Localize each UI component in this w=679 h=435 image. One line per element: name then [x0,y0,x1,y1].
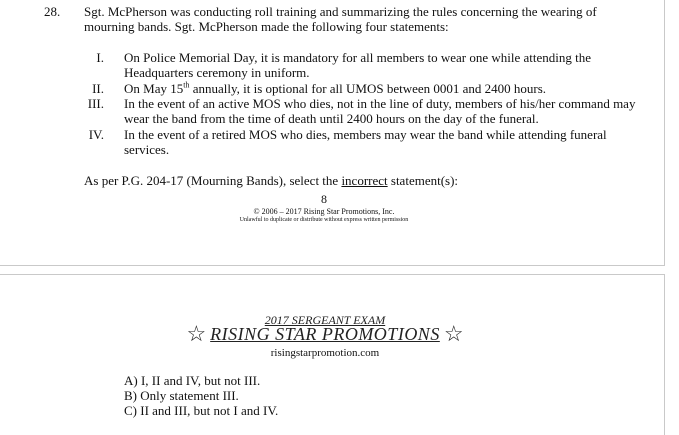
duplication-notice: Unlawful to duplicate or distribute without express written permission [239,217,409,223]
exam-title: 2017 SERGEANT EXAM [264,313,386,327]
question-number: 28. [44,4,61,19]
brand-name: RISING STAR PROMOTIONS [210,323,440,344]
statement-4-text: In the event of a retired MOS who dies, members may wear the band while attending funeral services. [124,127,607,157]
choice-c: C) II and III, but not I and IV. [124,403,279,418]
statement-4-number: IV. [88,127,104,142]
statement-1-text: On Police Memorial Day, it is mandatory for all members to wear one while attending the Headquarters ceremony in uniform. [124,50,592,80]
statement-1-number: I. [96,50,104,65]
choice-a: A) I, II and IV, but not III. [124,373,261,388]
brand-header [0,322,650,346]
incorrect-underlined: incorrect [341,173,388,188]
question-stem: Sgt. McPherson was conducting roll training and summarizing the rules concerning the wearing of mourning bands. Sgt. McPherson made the following four statements: [84,4,597,34]
star-icon: ☆ [443,321,464,346]
statement-2-number: II. [92,81,104,96]
website: risingstarpromotion.com [270,347,380,359]
statement-3-number: III. [87,96,104,111]
copyright-notice: © 2006 – 2017 Rising Star Promotions, Inc. [253,207,395,216]
page-number: 8 [321,192,327,206]
statement-2-text: On May 15th annually, it is optional for all UMOS between 0001 and 2400 hours. [124,80,547,96]
choice-b: B) Only statement III. [124,388,239,403]
star-icon: ☆ [186,321,207,346]
statement-3-text: In the event of an active MOS who dies, not in the line of duty, members of his/her command may wear the band from the time of death until 2400 hours on the day of the funeral. [124,96,636,126]
question-prompt: As per P.G. 204-17 (Mourning Bands), select the incorrect statement(s): [84,173,459,188]
